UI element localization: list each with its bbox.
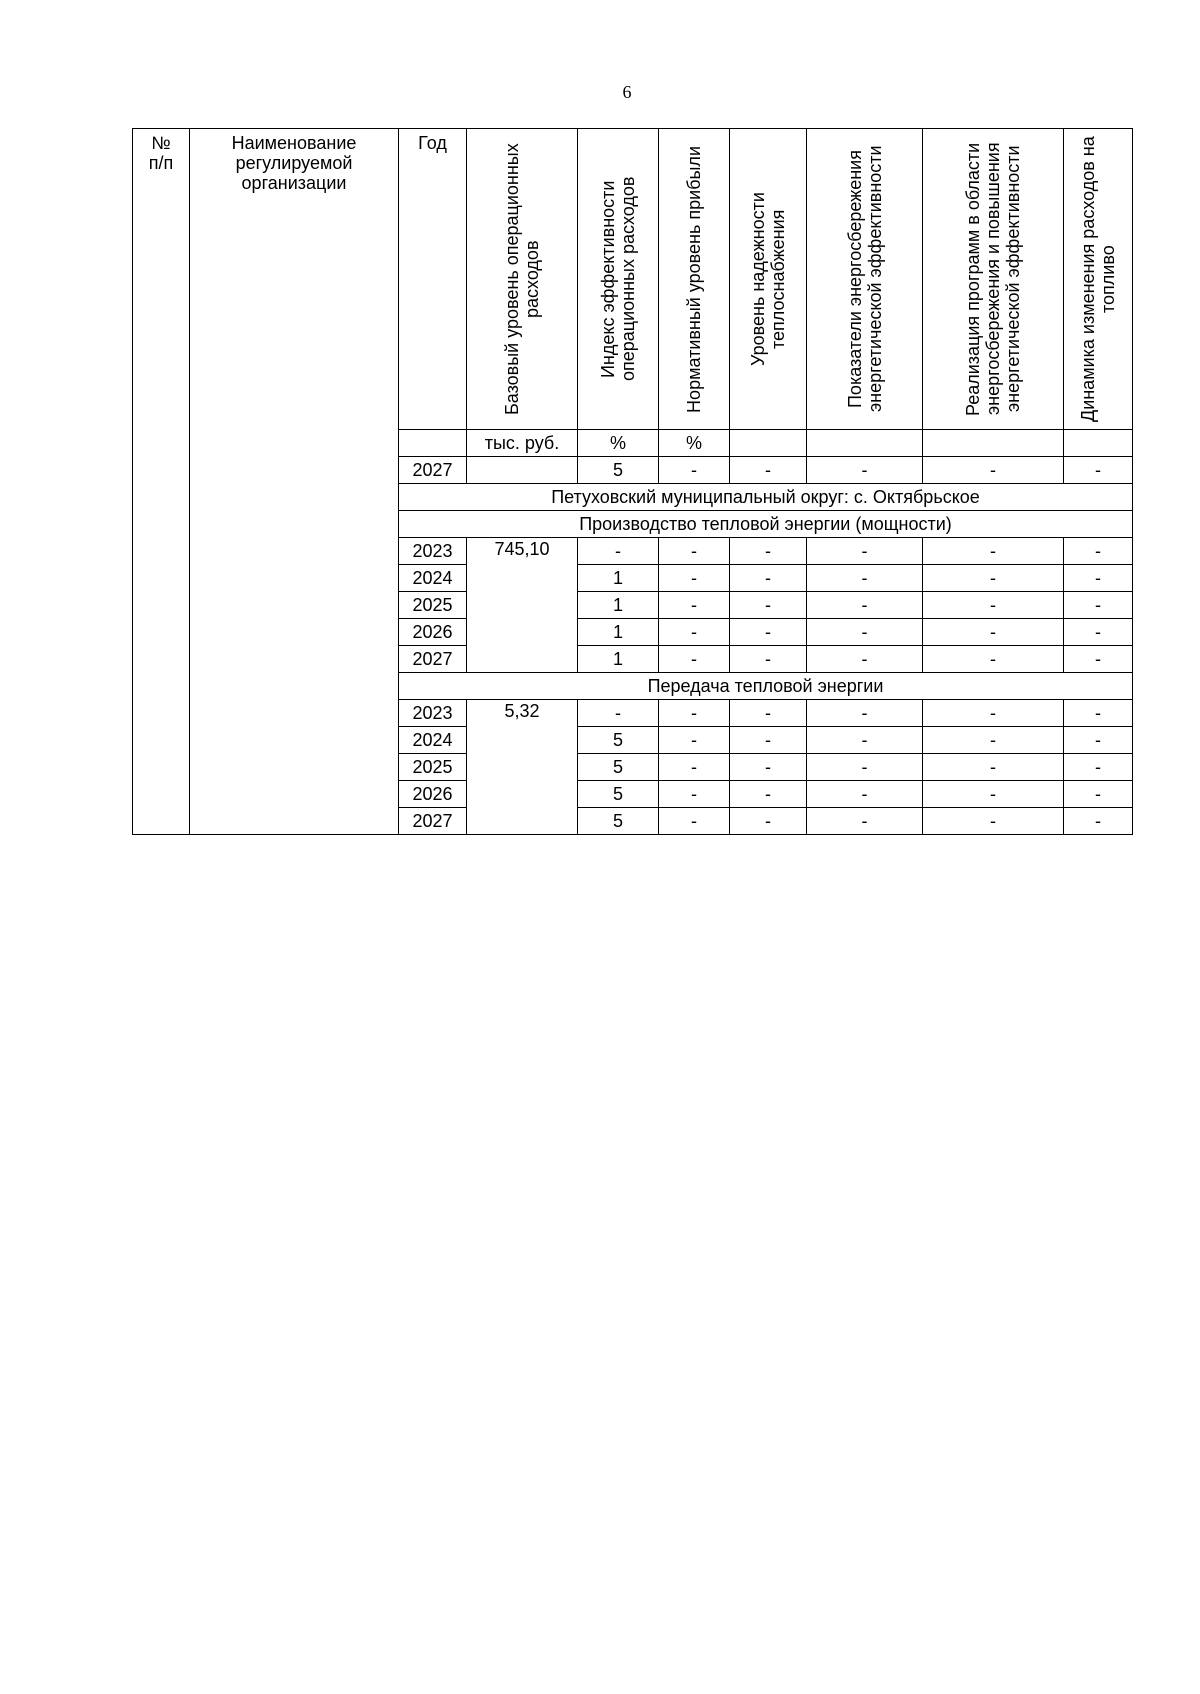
header-number-label: № п/п: [148, 133, 174, 173]
energy-indicators-cell: -: [807, 781, 923, 808]
normative-profit-cell: -: [659, 457, 730, 484]
unit-base-cost: тыс. руб.: [467, 430, 578, 457]
page-number: 6: [622, 82, 632, 102]
unit-programs: [923, 430, 1064, 457]
programs-cell: -: [923, 754, 1064, 781]
normative-profit-cell: -: [659, 754, 730, 781]
unit-efficiency-index: %: [578, 430, 659, 457]
reliability-cell: -: [730, 754, 807, 781]
header-base-cost-label: Базовый уровень операционных расходов: [502, 143, 542, 415]
header-organization-name: [190, 129, 399, 835]
programs-cell: -: [923, 457, 1064, 484]
header-number: [133, 129, 190, 835]
energy-indicators-cell: -: [807, 619, 923, 646]
normative-profit-cell: -: [659, 727, 730, 754]
base-cost-cell: [467, 457, 578, 484]
fuel-dynamics-cell: -: [1064, 700, 1133, 727]
fuel-dynamics-cell: -: [1064, 808, 1133, 835]
year-cell: 2025: [399, 592, 467, 619]
programs-cell: -: [923, 700, 1064, 727]
efficiency-index-cell: 5: [578, 754, 659, 781]
efficiency-index-cell: 5: [578, 727, 659, 754]
reliability-cell: -: [730, 808, 807, 835]
header-programs-label: Реализация программ в области энергосбережения и повышения энергетической эффективности: [963, 142, 1023, 416]
efficiency-index-cell: 1: [578, 619, 659, 646]
energy-indicators-cell: -: [807, 646, 923, 673]
header-organization-name-label: Наименование регулируемой организации: [231, 133, 357, 193]
base-cost-cell: 745,10: [467, 538, 578, 673]
efficiency-index-cell: 5: [578, 808, 659, 835]
year-cell: 2027: [399, 457, 467, 484]
reliability-cell: -: [730, 781, 807, 808]
reliability-cell: -: [730, 538, 807, 565]
reliability-cell: -: [730, 727, 807, 754]
reliability-cell: -: [730, 700, 807, 727]
energy-indicators-cell: -: [807, 727, 923, 754]
fuel-dynamics-cell: -: [1064, 457, 1133, 484]
energy-indicators-cell: -: [807, 538, 923, 565]
efficiency-index-cell: -: [578, 700, 659, 727]
fuel-dynamics-cell: -: [1064, 646, 1133, 673]
efficiency-index-cell: 5: [578, 457, 659, 484]
normative-profit-cell: -: [659, 565, 730, 592]
section-title: Передача тепловой энергии: [399, 673, 1133, 700]
header-fuel-dynamics: [1064, 129, 1133, 430]
header-reliability: [730, 129, 807, 430]
header-energy-indicators: [807, 129, 923, 430]
normative-profit-cell: -: [659, 619, 730, 646]
efficiency-index-cell: -: [578, 538, 659, 565]
reliability-cell: -: [730, 592, 807, 619]
fuel-dynamics-cell: -: [1064, 538, 1133, 565]
normative-profit-cell: -: [659, 700, 730, 727]
programs-cell: -: [923, 538, 1064, 565]
fuel-dynamics-cell: -: [1064, 727, 1133, 754]
normative-profit-cell: -: [659, 646, 730, 673]
reliability-cell: -: [730, 565, 807, 592]
unit-year: [399, 430, 467, 457]
header-programs: [923, 129, 1064, 430]
normative-profit-cell: -: [659, 781, 730, 808]
unit-reliability: [730, 430, 807, 457]
fuel-dynamics-cell: -: [1064, 781, 1133, 808]
district-title: Петуховский муниципальный округ: с. Октябрьское: [399, 484, 1133, 511]
energy-indicators-cell: -: [807, 457, 923, 484]
reliability-cell: -: [730, 619, 807, 646]
year-cell: 2024: [399, 565, 467, 592]
programs-cell: -: [923, 619, 1064, 646]
header-efficiency-index-label: Индекс эффективности операционных расходов: [598, 176, 638, 382]
year-cell: 2027: [399, 808, 467, 835]
year-cell: 2023: [399, 700, 467, 727]
year-cell: 2024: [399, 727, 467, 754]
normative-profit-cell: -: [659, 592, 730, 619]
header-normative-profit-label: Нормативный уровень прибыли: [684, 145, 704, 413]
regulation-table: [132, 128, 1133, 835]
energy-indicators-cell: -: [807, 565, 923, 592]
programs-cell: -: [923, 727, 1064, 754]
reliability-cell: -: [730, 646, 807, 673]
year-cell: 2027: [399, 646, 467, 673]
year-cell: 2025: [399, 754, 467, 781]
header-reliability-label: Уровень надежности теплоснабжения: [748, 192, 788, 366]
header-base-cost: [467, 129, 578, 430]
header-energy-indicators-label: Показатели энергосбережения энергетической эффективности: [844, 145, 885, 413]
fuel-dynamics-cell: -: [1064, 592, 1133, 619]
base-cost-cell: 5,32: [467, 700, 578, 835]
energy-indicators-cell: -: [807, 592, 923, 619]
efficiency-index-cell: 1: [578, 565, 659, 592]
year-cell: 2026: [399, 781, 467, 808]
header-year: [399, 129, 467, 430]
energy-indicators-cell: -: [807, 700, 923, 727]
header-row: [133, 129, 1133, 430]
programs-cell: -: [923, 808, 1064, 835]
header-year-label: Год: [418, 133, 447, 153]
efficiency-index-cell: 1: [578, 646, 659, 673]
year-cell: 2026: [399, 619, 467, 646]
header-fuel-dynamics-label: Динамика изменения расходов на топливо: [1078, 136, 1118, 422]
unit-energy-indicators: [807, 430, 923, 457]
efficiency-index-cell: 1: [578, 592, 659, 619]
efficiency-index-cell: 5: [578, 781, 659, 808]
energy-indicators-cell: -: [807, 754, 923, 781]
programs-cell: -: [923, 781, 1064, 808]
section-title: Производство тепловой энергии (мощности): [399, 511, 1133, 538]
unit-normative-profit: %: [659, 430, 730, 457]
programs-cell: -: [923, 565, 1064, 592]
energy-indicators-cell: -: [807, 808, 923, 835]
fuel-dynamics-cell: -: [1064, 619, 1133, 646]
fuel-dynamics-cell: -: [1064, 754, 1133, 781]
programs-cell: -: [923, 646, 1064, 673]
year-cell: 2023: [399, 538, 467, 565]
normative-profit-cell: -: [659, 538, 730, 565]
programs-cell: -: [923, 592, 1064, 619]
header-normative-profit: [659, 129, 730, 430]
header-efficiency-index: [578, 129, 659, 430]
reliability-cell: -: [730, 457, 807, 484]
unit-fuel-dynamics: [1064, 430, 1133, 457]
normative-profit-cell: -: [659, 808, 730, 835]
fuel-dynamics-cell: -: [1064, 565, 1133, 592]
